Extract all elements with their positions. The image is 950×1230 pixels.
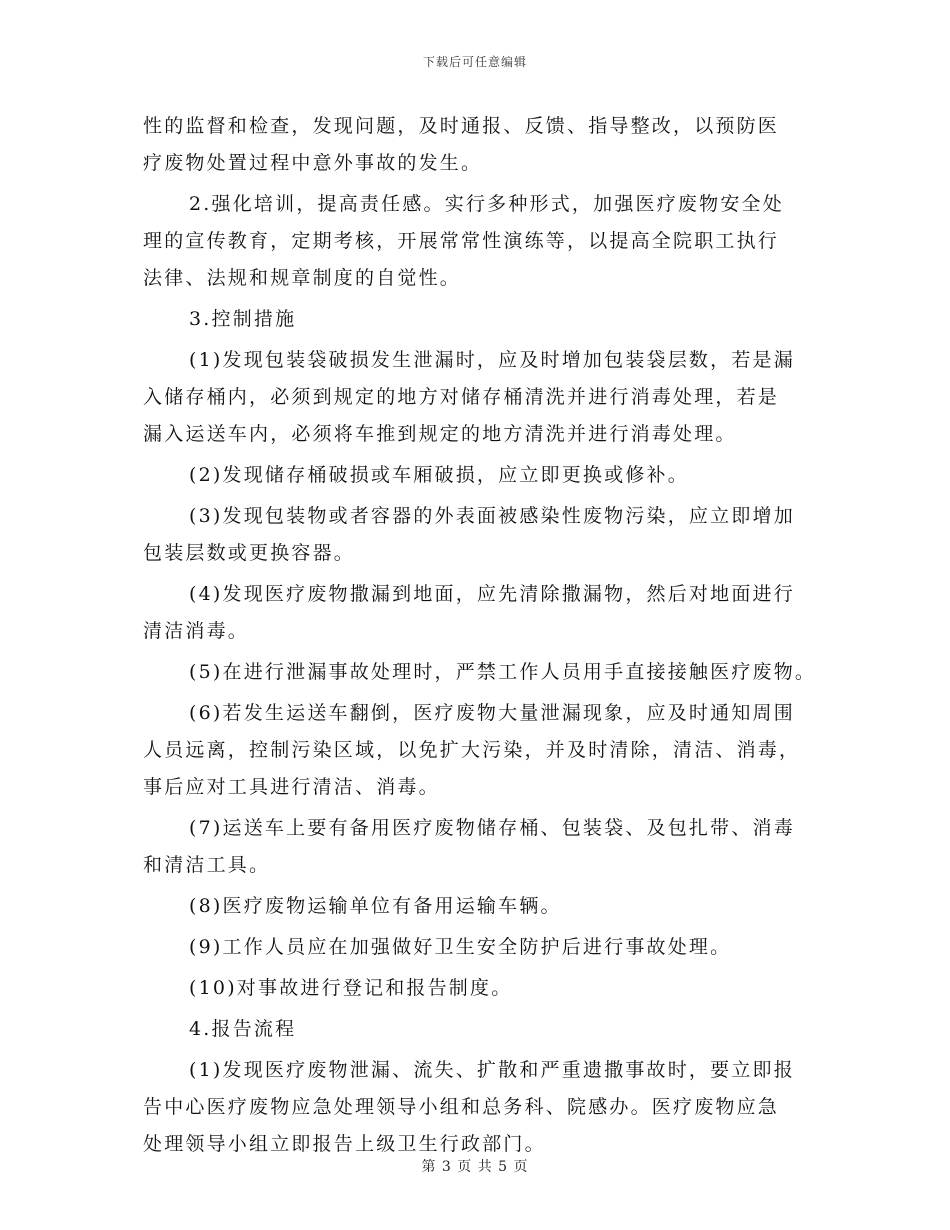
text-line: (1)发现包装袋破损发生泄漏时，应及时增加包装袋层数，若是漏 — [189, 349, 795, 371]
text-line: (10)对事故进行登记和报告制度。 — [189, 977, 513, 999]
measure-item-5 — [143, 654, 823, 691]
measure-item-9 — [143, 929, 823, 966]
text-line: (9)工作人员应在加强做好卫生安全防护后进行事故处理。 — [189, 936, 732, 958]
measure-item-8 — [143, 888, 823, 925]
text-line: 事后应对工具进行清洁、消毒。 — [143, 776, 440, 798]
text-line: 理的宣传教育，定期考核，开展常常性演练等，以提高全院职工执行 — [143, 230, 780, 252]
text-line: 清洁消毒。 — [143, 620, 250, 642]
text-line: 3.控制措施 — [189, 308, 297, 330]
text-line: 入储存桶内，必须到规定的地方对储存桶清洗并进行消毒处理，若是 — [143, 386, 780, 408]
measure-item-7 — [143, 810, 823, 884]
measure-item-10 — [143, 970, 823, 1007]
text-line: 疗废物处置过程中意外事故的发生。 — [143, 152, 483, 174]
measure-item-6 — [143, 695, 823, 806]
text-line: 2.强化培训，提高责任感。实行多种形式，加强医疗废物安全处 — [189, 193, 784, 215]
measure-item-2 — [143, 457, 823, 494]
text-line: (7)运送车上要有备用医疗废物储存桶、包装袋、及包扎带、消毒 — [189, 817, 795, 839]
report-item-1 — [143, 1052, 823, 1163]
section-heading-control-measures — [143, 301, 823, 338]
paragraph-continuation — [143, 108, 823, 182]
text-line: (4)发现医疗废物撒漏到地面，应先清除撒漏物，然后对地面进行 — [189, 583, 795, 605]
text-line: (5)在进行泄漏事故处理时，严禁工作人员用手直接接触医疗废物。 — [189, 661, 817, 683]
text-line: (2)发现储存桶破损或车厢破损，应立即更换或修补。 — [189, 464, 689, 486]
text-line: (8)医疗废物运输单位有备用运输车辆。 — [189, 895, 562, 917]
text-line: (6)若发生运送车翻倒，医疗废物大量泄漏现象，应及时通知周围 — [189, 702, 795, 724]
measure-item-4 — [143, 576, 823, 650]
text-line: 和清洁工具。 — [143, 854, 271, 876]
text-line: 人员远离，控制污染区域，以免扩大污染，并及时清除，清洁、消毒， — [143, 739, 801, 761]
paragraph-training — [143, 186, 823, 297]
text-line: 包装层数或更换容器。 — [143, 542, 356, 564]
text-line: 告中心医疗废物应急处理领导小组和总务科、院感办。医疗废物应急 — [143, 1096, 780, 1118]
section-heading-report-process — [143, 1011, 823, 1048]
text-line: (1)发现医疗废物泄漏、流失、扩散和严重遗撒事故时，要立即报 — [189, 1059, 795, 1081]
text-line: 法律、法规和规章制度的自觉性。 — [143, 267, 462, 289]
measure-item-3 — [143, 498, 823, 572]
page-header-note: 下载后可任意编辑 — [422, 55, 527, 69]
page-footer-page-number: 第 3 页 共 5 页 — [421, 1159, 529, 1175]
document-body — [143, 108, 823, 1167]
text-line: 性的监督和检查，发现问题，及时通报、反馈、指导整改，以预防医 — [143, 115, 780, 137]
text-line: (3)发现包装物或者容器的外表面被感染性废物污染，应立即增加 — [189, 505, 795, 527]
text-line: 漏入运送车内，必须将车推到规定的地方清洗并进行消毒处理。 — [143, 423, 737, 445]
measure-item-1 — [143, 342, 823, 453]
text-line: 处理领导小组立即报告上级卫生行政部门。 — [143, 1133, 546, 1155]
text-line: 4.报告流程 — [189, 1018, 297, 1040]
